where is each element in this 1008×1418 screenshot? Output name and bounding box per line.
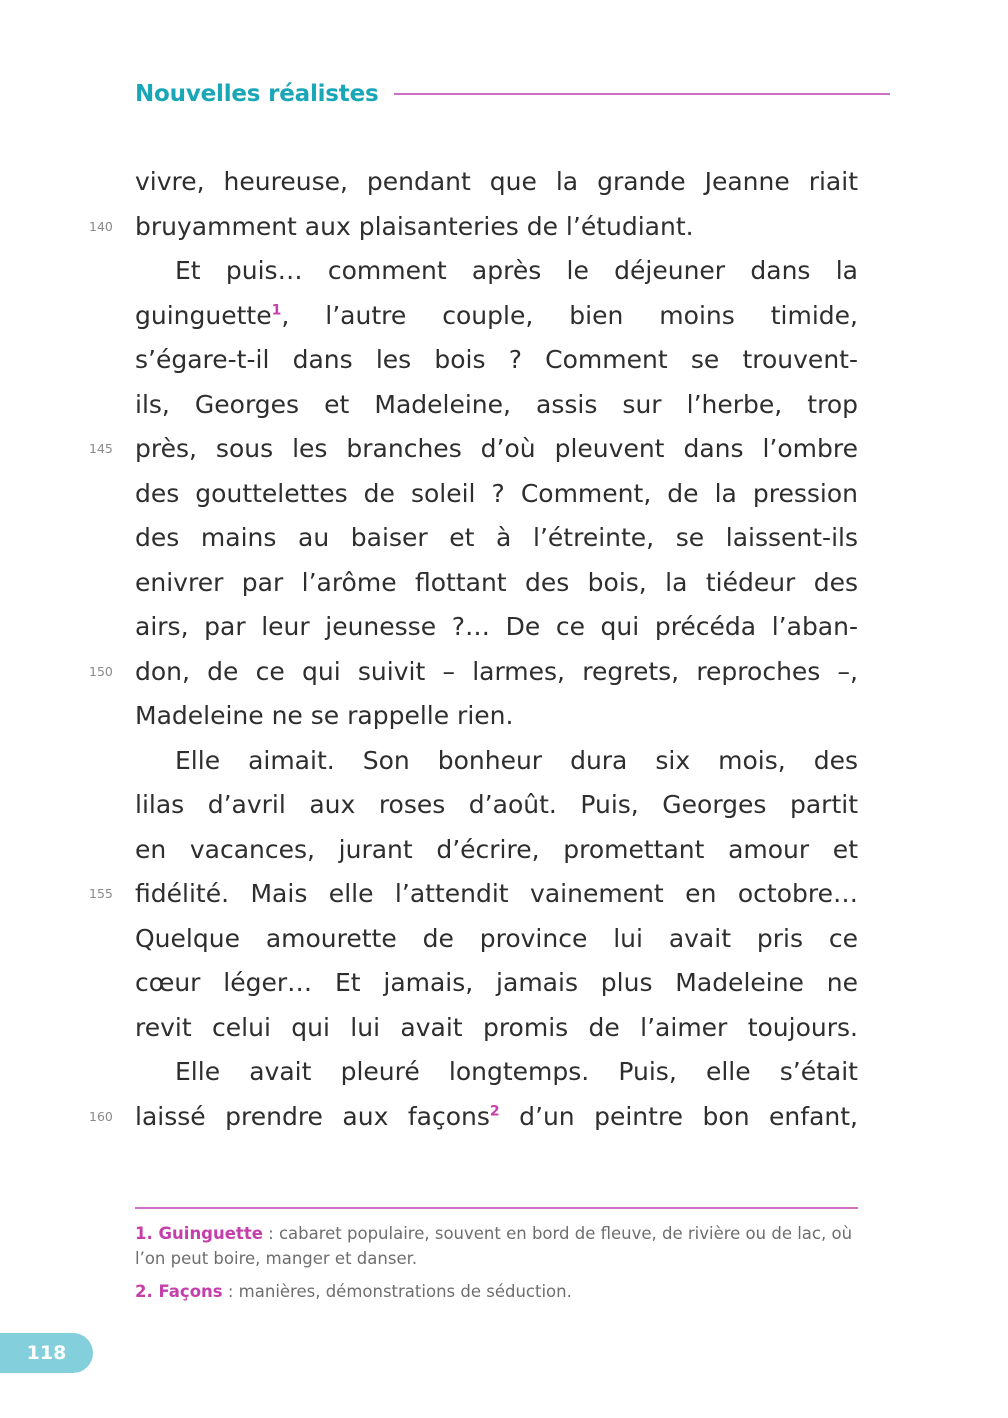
text-segment: lilas d’avril aux roses d’août. Puis, Georges partit: [135, 790, 858, 819]
footnote-separator: [135, 1207, 858, 1209]
footnotes: [135, 1221, 858, 1312]
footnote-term: 2. Façons: [135, 1282, 223, 1301]
text-line: [135, 160, 858, 205]
text-segment: Elle aimait. Son bonheur dura six mois, des: [175, 745, 858, 775]
text-line: [89, 650, 858, 695]
text-segment: Quelque amourette de province lui avait pris ce: [135, 923, 858, 953]
text-segment: Et puis… comment après le déjeuner dans la: [175, 256, 858, 285]
text-segment: d’un peintre bon enfant,: [499, 1101, 858, 1131]
text-line: [135, 516, 858, 561]
text-line: [89, 1095, 858, 1140]
text-segment: enivrer par l’arôme flottant des bois, la tiédeur des: [135, 567, 858, 597]
text-segment: laissé prendre aux façons: [135, 1101, 490, 1131]
line-number: 150: [89, 663, 113, 679]
footnote-definition: : cabaret populaire, souvent en bord de fleuve, de rivière ou de lac, où l’on peut boire, manger et danser.: [135, 1224, 853, 1268]
text-line: [135, 739, 858, 784]
footnote-term: 1. Guinguette: [135, 1224, 263, 1243]
text-line: [135, 1050, 858, 1095]
text-segment: en vacances, jurant d’écrire, promettant amour et: [135, 834, 858, 864]
line-number: 155: [89, 886, 113, 901]
text-line: [135, 294, 858, 339]
text-line: [89, 427, 858, 472]
text-segment: bruyamment aux plaisanteries de l’étudiant.: [135, 211, 694, 241]
text-segment: revit celui qui lui avait promis de l’aimer toujours.: [135, 1012, 858, 1042]
text-line: [135, 383, 858, 428]
footnote-ref: 1: [271, 302, 282, 319]
text-line: [135, 961, 858, 1006]
text-segment: s’égare-t-il dans les bois ? Comment se trouvent-: [135, 345, 858, 374]
text-segment: ils, Georges et Madeleine, assis sur l’herbe, trop: [135, 389, 858, 419]
text-segment: don, de ce qui suivit – larmes, regrets, reproches –,: [135, 656, 858, 686]
text-segment: airs, par leur jeunesse ?… De ce qui précéda l’aban-: [135, 612, 858, 641]
text-line: [135, 472, 858, 517]
text-line: [135, 917, 858, 962]
text-segment: vivre, heureuse, pendant que la grande Jeanne riait: [135, 167, 858, 196]
text-segment: cœur léger… Et jamais, jamais plus Madeleine ne: [135, 968, 858, 997]
text-line: [135, 561, 858, 606]
text-segment: fidélité. Mais elle l’attendit vainement en octobre…: [135, 879, 858, 908]
text-line: [135, 249, 858, 294]
text-line: [135, 338, 858, 383]
text-segment: des mains au baiser et à l’étreinte, se laissent-ils: [135, 523, 858, 552]
text-line: [135, 1006, 858, 1051]
text-segment: près, sous les branches d’où pleuvent dans l’ombre: [135, 434, 858, 463]
text-line: [135, 605, 858, 650]
text-segment: Elle avait pleuré longtemps. Puis, elle s’était: [175, 1057, 858, 1086]
line-number: 145: [89, 441, 113, 456]
footnote-definition: : manières, démonstrations de séduction.: [222, 1282, 572, 1301]
header-rule: [394, 93, 890, 95]
text-segment: Madeleine ne se rappelle rien.: [135, 701, 514, 730]
line-number: 140: [89, 218, 113, 234]
text-line: [89, 872, 858, 917]
text-segment: , l’autre couple, bien moins timide,: [281, 300, 858, 330]
text-line: [89, 205, 858, 250]
footnote-2: [135, 1279, 858, 1304]
text-segment: guinguette: [135, 300, 272, 330]
running-header: [135, 78, 890, 110]
text-segment: des gouttelettes de soleil ? Comment, de la pression: [135, 478, 858, 508]
footnote-1: [135, 1221, 858, 1271]
page-number: 118: [0, 1333, 93, 1373]
footnote-ref: 2: [489, 1103, 500, 1120]
text-line: [135, 828, 858, 873]
text-line: [135, 783, 858, 828]
line-number: 160: [89, 1108, 113, 1124]
text-line: [135, 694, 858, 739]
section-title: Nouvelles réalistes: [135, 81, 379, 107]
body-text: [89, 160, 858, 1139]
